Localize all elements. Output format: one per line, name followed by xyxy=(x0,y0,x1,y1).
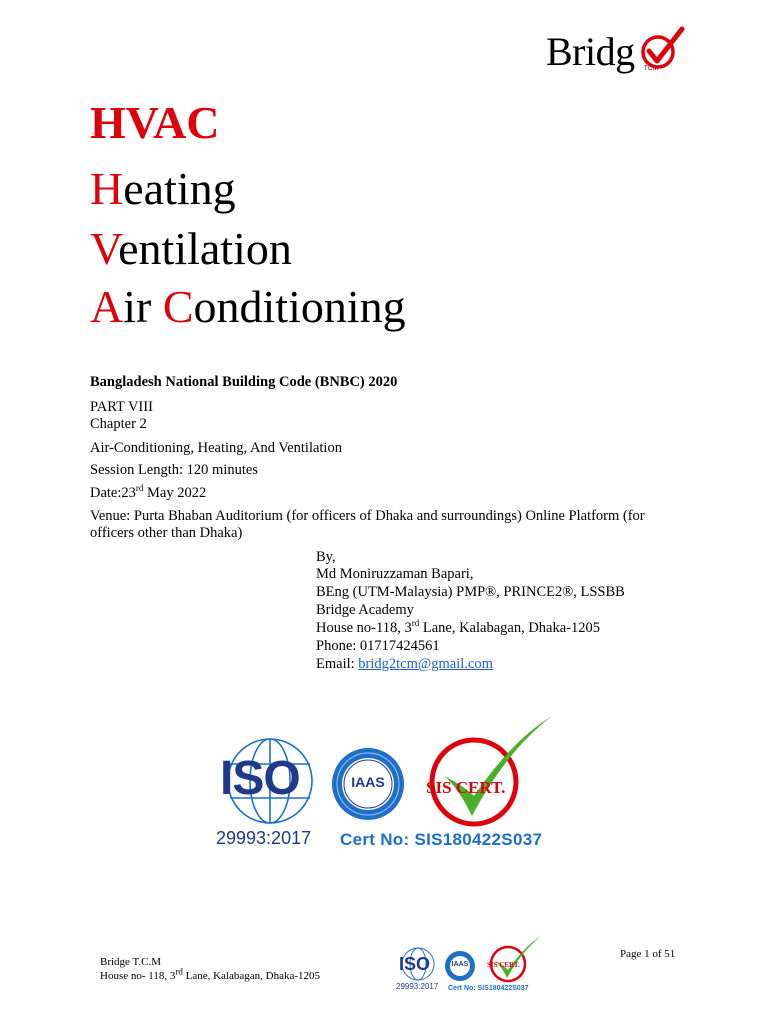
author-name: Md Moniruzzaman Bapari, xyxy=(316,566,474,582)
title-initial: H xyxy=(90,163,124,214)
iso-label: ISO xyxy=(220,752,300,805)
footer-iaas-label: IAAS xyxy=(451,961,469,968)
date-ordinal: rd xyxy=(135,483,144,494)
footer-iso-label: ISO xyxy=(399,954,431,974)
sis-cert-label: SIS CERT. xyxy=(426,778,506,797)
footer-cert-number: Cert No: SIS180422S037 xyxy=(448,985,529,992)
footer-address xyxy=(100,966,321,983)
session-date xyxy=(90,485,206,502)
address-suffix: Lane, Kalabagan, Dhaka-1205 xyxy=(419,620,600,636)
author-address xyxy=(316,620,600,637)
author-by: By, xyxy=(316,549,336,565)
certification-badges xyxy=(216,712,556,858)
title-heating xyxy=(90,164,236,214)
iso-standard-number: 29993:2017 xyxy=(216,828,312,848)
title-rest: eating xyxy=(123,163,236,214)
address-prefix: House no-118, 3 xyxy=(316,620,412,636)
title-rest: onditioning xyxy=(193,281,406,332)
author-email xyxy=(316,656,493,673)
chapter-topic: Air-Conditioning, Heating, And Ventilation xyxy=(90,440,342,456)
title-ventilation xyxy=(90,224,292,274)
title-rest: entilation xyxy=(118,223,292,274)
title-initial: A xyxy=(90,281,124,332)
page-number: Page 1 of 51 xyxy=(620,948,676,960)
footer-sis-label: SIS CERT. xyxy=(487,961,520,969)
footer-sis-check-icon xyxy=(486,934,542,984)
date-suffix: May 2022 xyxy=(143,485,207,501)
title-initial: V xyxy=(90,223,119,274)
part-number: PART VIII xyxy=(90,399,153,415)
logo-wordmark: Bridg xyxy=(546,29,635,74)
code-reference: Bangladesh National Building Code (BNBC) 2020 xyxy=(90,374,398,390)
chapter-number: Chapter 2 xyxy=(90,416,147,432)
footer-address-prefix: House no- 118, 3 xyxy=(100,970,176,982)
date-prefix: Date:23 xyxy=(90,485,136,501)
author-credentials: BEng (UTM-Malaysia) PMP®, PRINCE2®, LSSBB xyxy=(316,584,625,600)
bridg-tcm-logo xyxy=(546,26,686,78)
checkmark-circle-icon xyxy=(638,26,686,72)
iaas-label: IAAS xyxy=(351,774,385,790)
logo-subtext: TCM xyxy=(644,66,659,72)
footer-certification-badges xyxy=(396,934,546,996)
footer-address-ordinal: rd xyxy=(175,966,183,977)
title-air-conditioning xyxy=(90,282,406,332)
sis-cert-check-icon xyxy=(422,712,556,830)
cert-number: Cert No: SIS180422S037 xyxy=(340,830,543,849)
footer-company: Bridge T.C.M xyxy=(100,956,162,968)
email-link[interactable]: bridg2tcm@gmail.com xyxy=(358,656,493,672)
title-rest: ir xyxy=(123,281,163,332)
footer-iso-number: 29993:2017 xyxy=(396,982,439,991)
session-length: Session Length: 120 minutes xyxy=(90,462,258,478)
doc-title-hvac: HVAC xyxy=(90,97,220,148)
author-organization: Bridge Academy xyxy=(316,602,414,618)
footer-address-suffix: Lane, Kalabagan, Dhaka-1205 xyxy=(182,970,321,982)
address-ordinal: rd xyxy=(411,618,420,629)
author-phone: Phone: 01717424561 xyxy=(316,638,440,654)
title-initial: C xyxy=(162,281,194,332)
email-label: Email: xyxy=(316,656,359,672)
session-venue: Venue: Purta Bhaban Auditorium (for officers of Dhaka and surroundings) Online Platform (for officers other than Dhaka) xyxy=(90,508,645,541)
